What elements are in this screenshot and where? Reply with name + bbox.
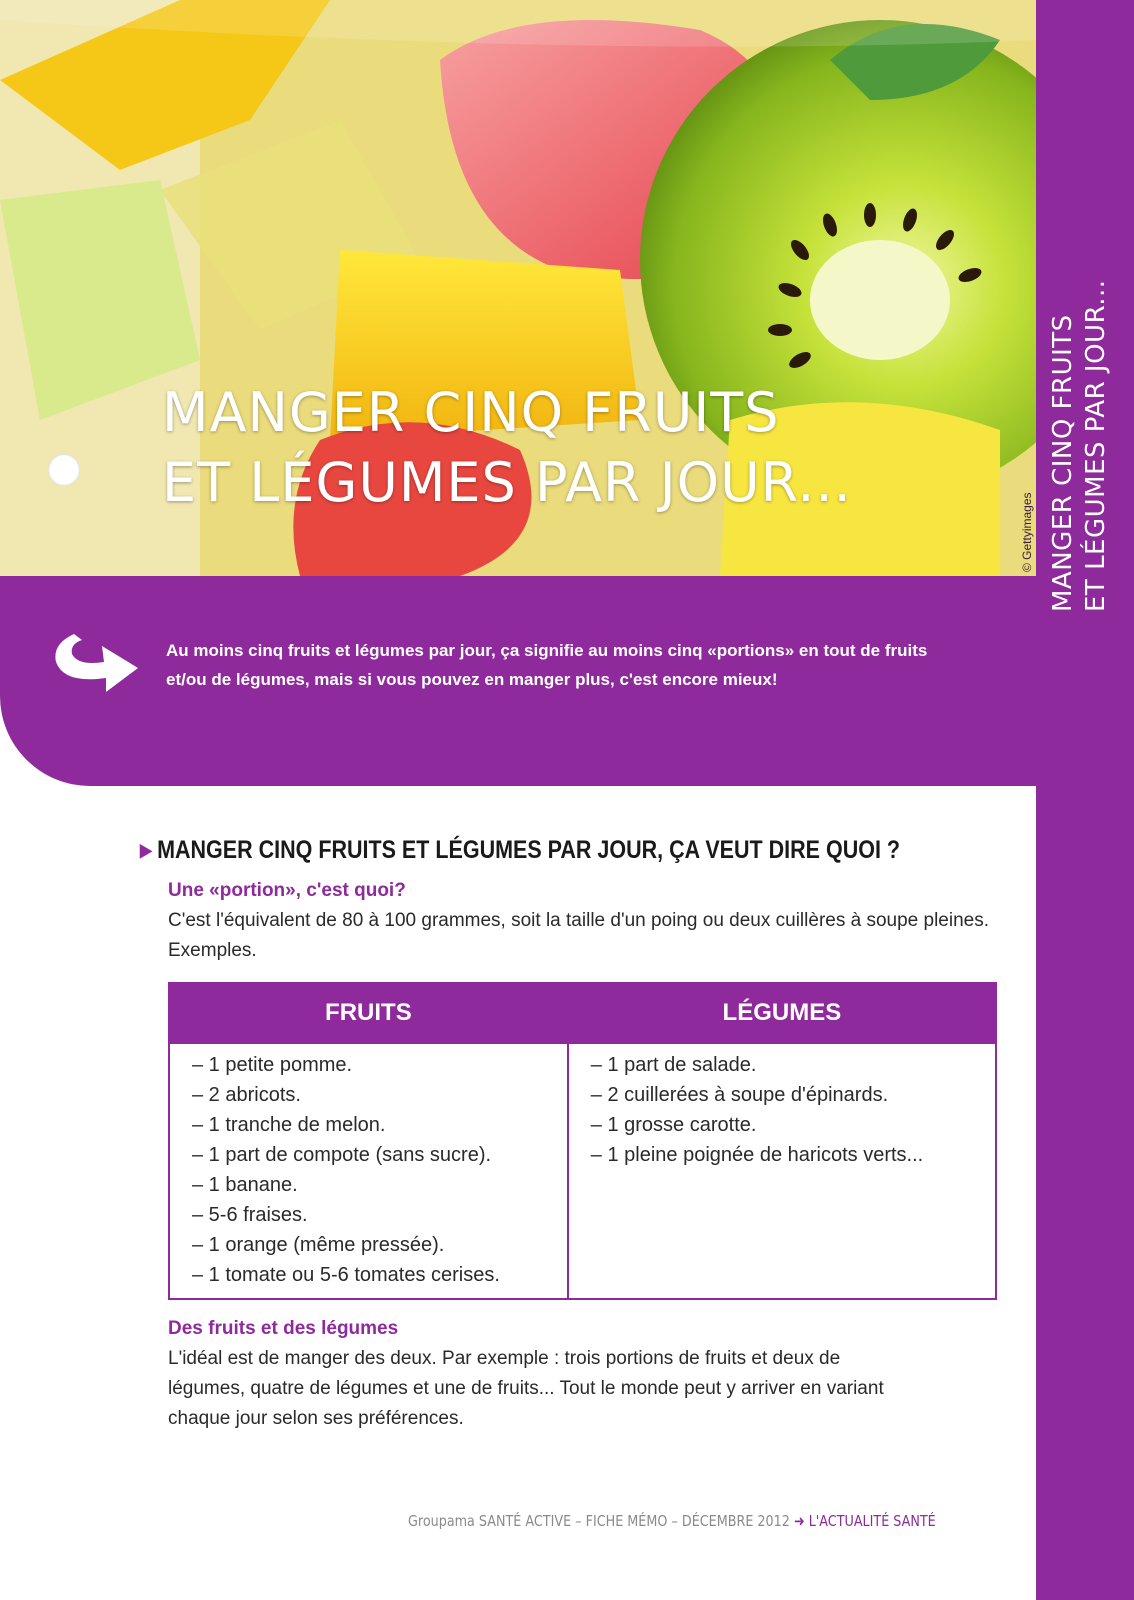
hero-title-line1: MANGER CINQ FRUITS	[162, 381, 780, 444]
side-title	[1047, 12, 1113, 612]
list-item: – 1 tomate ou 5-6 tomates cerises.	[192, 1264, 500, 1286]
footer-category: L'ACTUALITÉ SANTÉ	[808, 1512, 936, 1530]
list-item: – 1 tranche de melon.	[192, 1114, 386, 1136]
footer-source: Groupama SANTÉ ACTIVE – FICHE MÉMO – DÉCEMBRE 2012	[408, 1512, 790, 1530]
hero-image	[0, 0, 1036, 576]
intro-text: Au moins cinq fruits et légumes par jour, ça signifie au moins cinq «portions» en tout de fruits et/ou de légumes, mais si vous pouvez en manger plus, c'est encore mieux!	[166, 641, 928, 689]
section-title	[140, 836, 900, 865]
list-item: – 1 orange (même pressée).	[192, 1234, 445, 1256]
hero-title	[162, 378, 852, 518]
portions-table	[168, 982, 997, 1300]
list-item: – 1 part de salade.	[590, 1054, 757, 1076]
fruits-list	[192, 1050, 567, 1290]
curved-arrow-icon	[44, 626, 144, 696]
side-title-line1: MANGER CINQ FRUITS	[1048, 314, 1078, 612]
list-item: – 1 banane.	[192, 1174, 298, 1196]
hero-title-line2: ET LÉGUMES PAR JOUR...	[162, 451, 852, 514]
fruits-cell	[169, 1043, 568, 1299]
table-header-legumes: LÉGUMES	[568, 983, 996, 1043]
list-item: – 1 part de compote (sans sucre).	[192, 1144, 492, 1166]
list-item: – 1 grosse carotte.	[590, 1114, 757, 1136]
legumes-cell	[568, 1043, 996, 1299]
arrow-icon: ➜	[793, 1512, 805, 1530]
photo-credit: © Gettyimages	[1020, 492, 1034, 572]
legumes-list	[591, 1050, 995, 1170]
list-item: – 1 petite pomme.	[192, 1054, 353, 1076]
portion-text: C'est l'équivalent de 80 à 100 grammes, soit la taille d'un poing ou deux cuillères à soupe pleines. Exemples.	[168, 910, 989, 961]
list-item: – 2 cuillerées à soupe d'épinards.	[590, 1084, 889, 1106]
mix-heading: Des fruits et des légumes	[168, 1318, 399, 1339]
punch-hole	[48, 454, 80, 486]
list-item: – 5-6 fraises.	[192, 1204, 308, 1226]
list-item: – 2 abricots.	[192, 1084, 301, 1106]
list-item: – 1 pleine poignée de haricots verts...	[590, 1144, 924, 1166]
table-header-fruits: FRUITS	[169, 983, 568, 1043]
side-title-line2: ET LÉGUMES PAR JOUR...	[1081, 279, 1111, 612]
section-title-text: MANGER CINQ FRUITS ET LÉGUMES PAR JOUR, ÇA VEUT DIRE QUOI ?	[157, 836, 901, 864]
portion-heading: Une «portion», c'est quoi?	[168, 880, 406, 901]
footer	[408, 1512, 936, 1530]
triangle-right-icon: ▶	[140, 840, 152, 860]
mix-text: L'idéal est de manger des deux. Par exemple : trois portions de fruits et deux de légumes, quatre de légumes et une de fruits... Tout le monde peut y arriver en variant chaque jour selon ses préférences.	[168, 1348, 884, 1429]
